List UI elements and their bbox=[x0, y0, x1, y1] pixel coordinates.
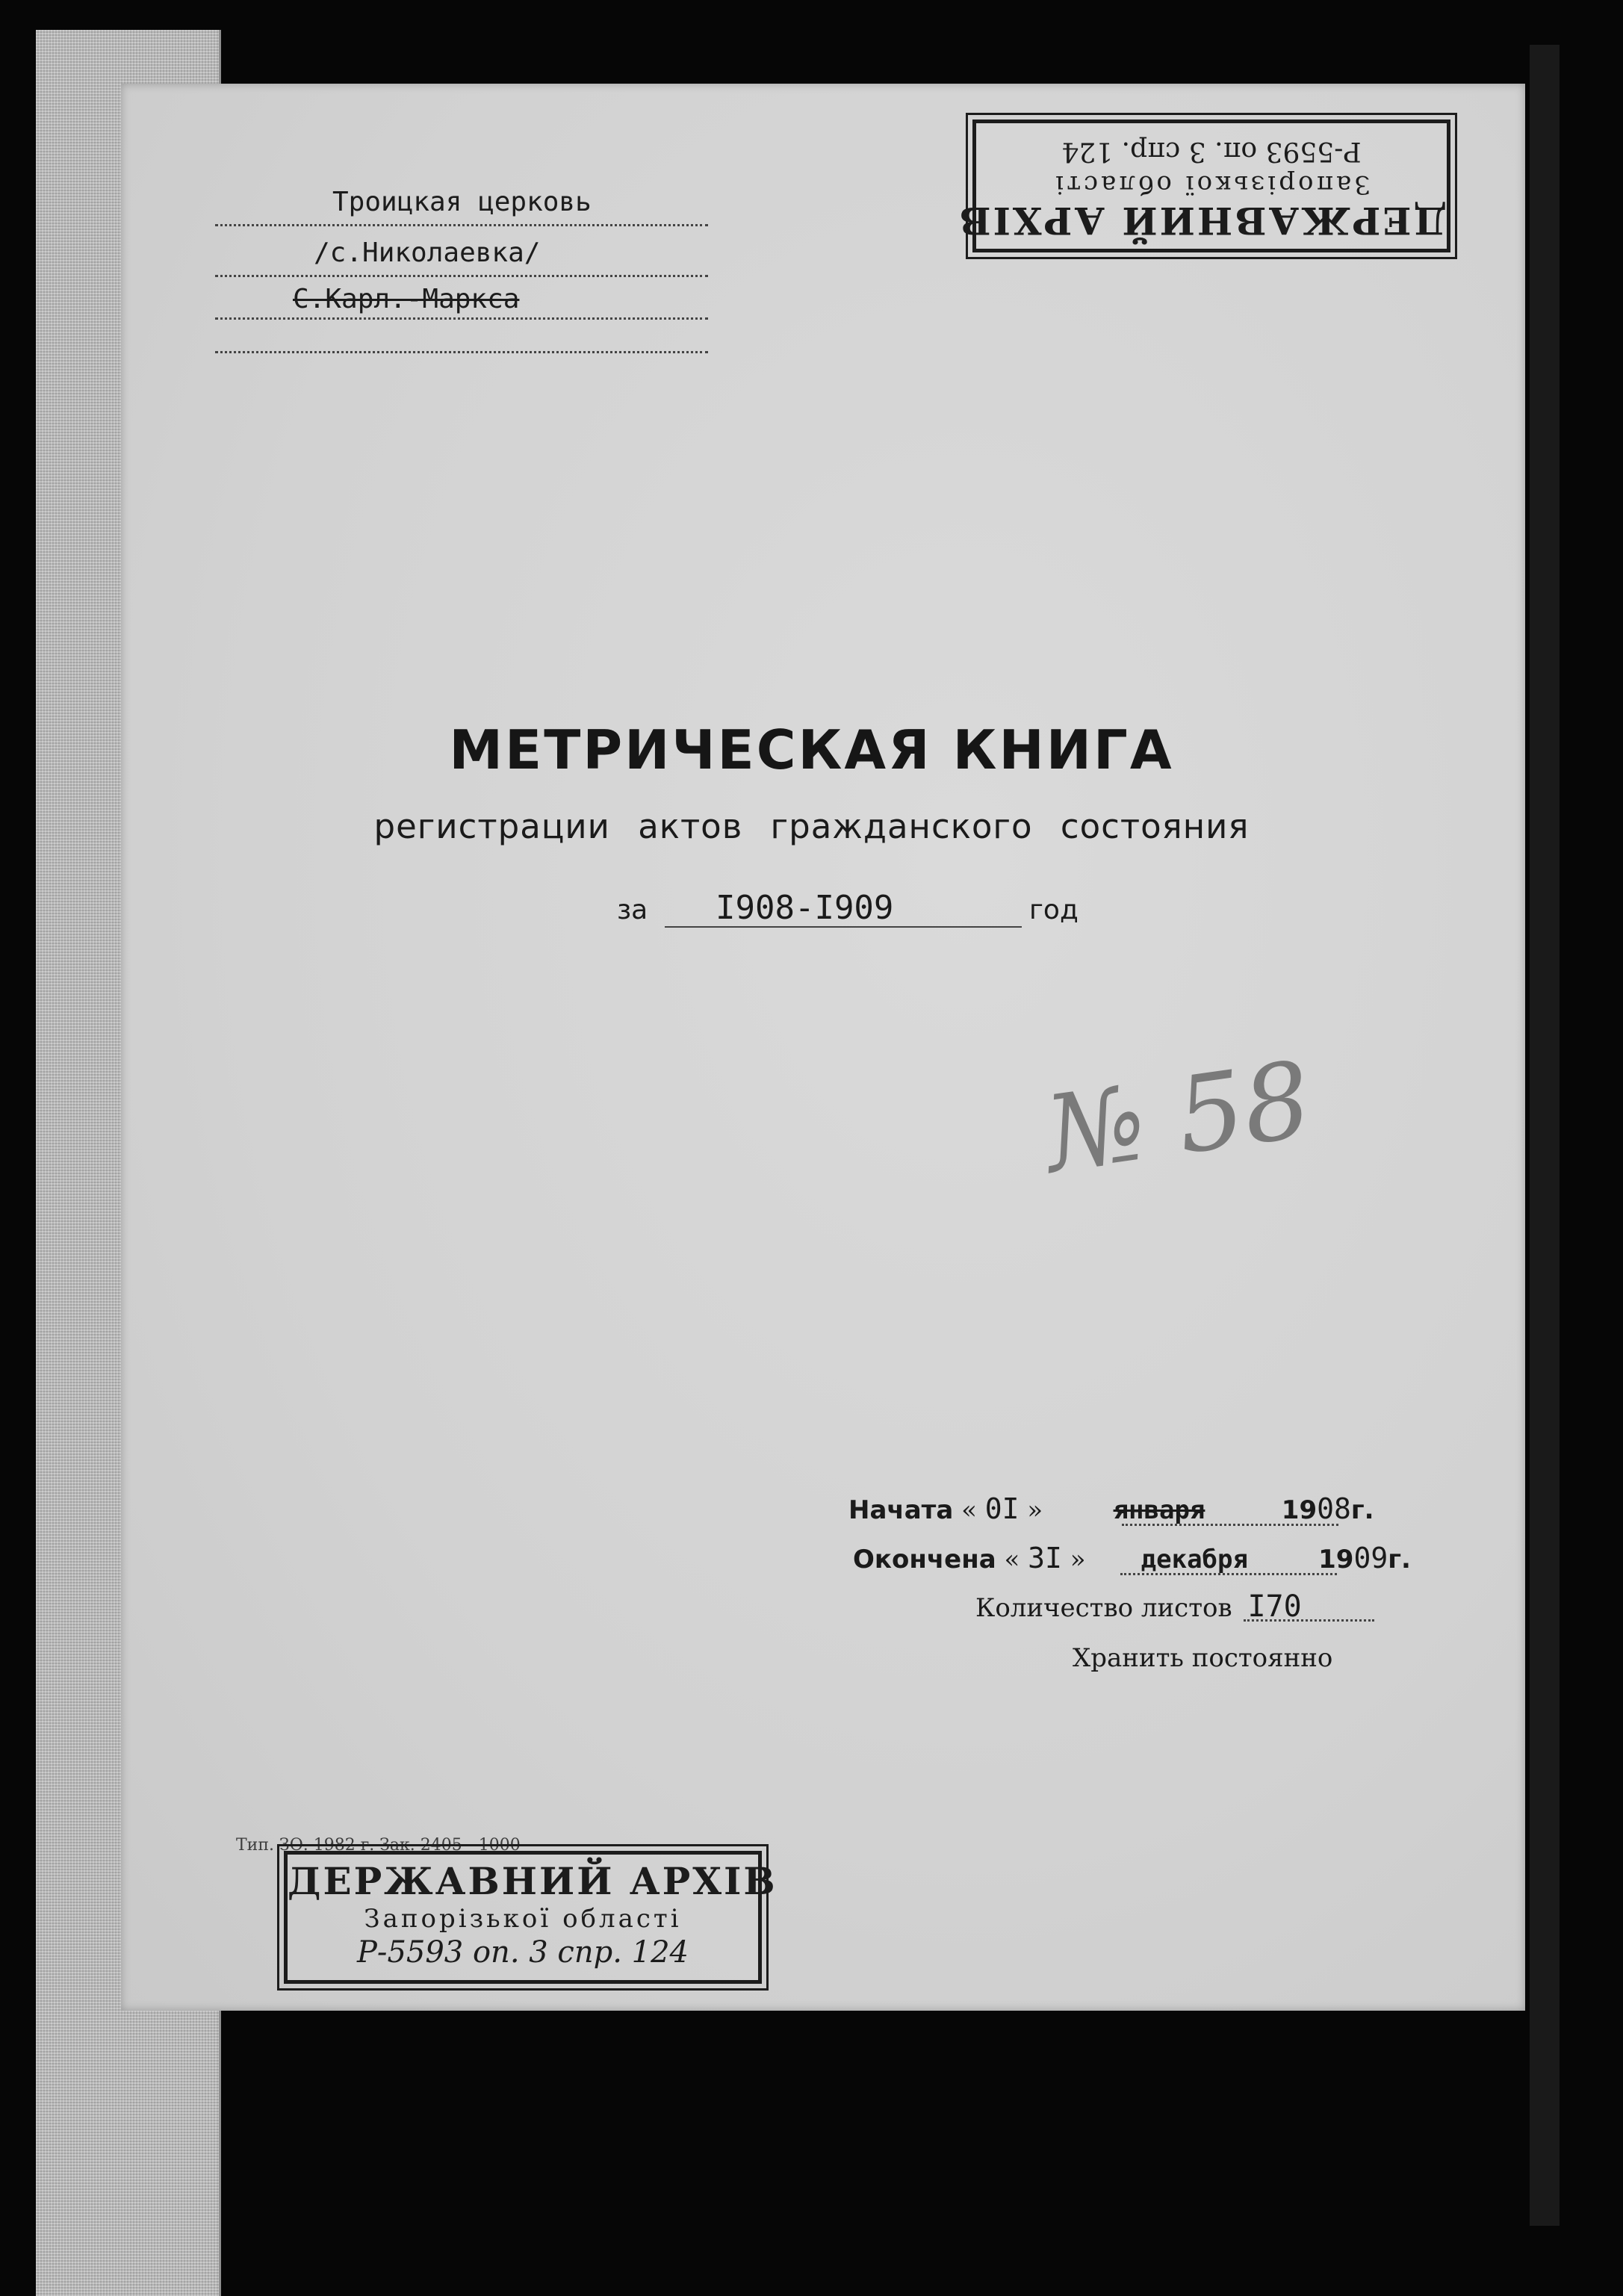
archive-stamp-top bbox=[957, 120, 1450, 252]
sheets-rule bbox=[1244, 1619, 1374, 1622]
year-suffix: год bbox=[1029, 895, 1079, 925]
stamp-top-refs bbox=[976, 136, 1447, 167]
stamp-top-sprava: 124 bbox=[1061, 136, 1114, 167]
retention-note: Хранить постоянно bbox=[1073, 1643, 1333, 1673]
stamp-bottom-fund: Р-5593 bbox=[357, 1935, 464, 1970]
document-title: МЕТРИЧЕСКАЯ КНИГА bbox=[449, 719, 1174, 781]
started-row bbox=[848, 1492, 1374, 1525]
stamp-bottom-opys-label: оп. bbox=[472, 1935, 520, 1970]
ended-year-unit: г. bbox=[1388, 1545, 1411, 1574]
started-open-quote: « bbox=[961, 1495, 977, 1525]
ended-label: Окончена bbox=[853, 1545, 996, 1574]
document-subtitle: регистрации актов гражданского состояния bbox=[373, 807, 1250, 846]
stamp-top-opys: 3 bbox=[1188, 136, 1206, 167]
stamp-bottom-region: Запорізької області bbox=[364, 1904, 682, 1934]
archive-stamp-bottom bbox=[284, 1851, 778, 1984]
village-name: /с.Николаевка/ bbox=[314, 238, 541, 268]
started-year-printed: 19 bbox=[1281, 1495, 1318, 1525]
header-rule-1 bbox=[215, 224, 708, 226]
stamp-top-opys-label: оп. bbox=[1214, 136, 1258, 167]
handwritten-number: № 58 bbox=[1038, 1039, 1318, 1197]
ended-month-rule bbox=[1120, 1573, 1337, 1575]
started-month: января bbox=[1113, 1495, 1205, 1525]
ended-close-quote: » bbox=[1070, 1545, 1086, 1574]
stamp-top-sprava-label: спр. bbox=[1121, 136, 1181, 167]
cover-board-edge bbox=[1530, 45, 1560, 2226]
started-day: 0I bbox=[984, 1492, 1020, 1525]
started-label: Начата bbox=[848, 1495, 954, 1525]
ended-row bbox=[853, 1542, 1411, 1574]
stamp-bottom-opys: 3 bbox=[529, 1935, 548, 1970]
ended-open-quote: « bbox=[1004, 1545, 1020, 1574]
stamp-top-fund: Р-5593 bbox=[1265, 136, 1362, 167]
sheets-value: I70 bbox=[1247, 1589, 1302, 1624]
stamp-bottom-sprava-label: спр. bbox=[557, 1935, 622, 1970]
sheets-label: Количество листов bbox=[975, 1593, 1232, 1623]
header-rule-3 bbox=[215, 317, 708, 320]
stamp-bottom-title: ДЕРЖАВНИЙ АРХІВ bbox=[288, 1859, 778, 1903]
cover-page bbox=[121, 84, 1525, 2011]
header-rule-4 bbox=[215, 351, 708, 353]
ended-year-printed: 19 bbox=[1318, 1545, 1354, 1574]
stamp-bottom-sprava: 124 bbox=[631, 1935, 689, 1970]
stamp-top-region: Запорізької області bbox=[1052, 170, 1371, 199]
ended-month: декабря bbox=[1141, 1545, 1248, 1574]
started-close-quote: » bbox=[1027, 1495, 1043, 1525]
started-month-rule bbox=[1122, 1524, 1338, 1526]
started-year-written: 08 bbox=[1317, 1492, 1351, 1525]
year-value: I908-I909 bbox=[716, 889, 894, 927]
stamp-bottom-refs bbox=[288, 1935, 758, 1970]
settlement-name: С.Карл.-Маркса bbox=[293, 284, 520, 314]
header-rule-2 bbox=[215, 275, 708, 277]
printing-note: Тип. ЗО. 1982 г. Зак. 2405—1000 bbox=[236, 1836, 521, 1855]
year-prefix: за bbox=[617, 895, 648, 925]
ended-day: 3I bbox=[1028, 1542, 1062, 1574]
started-year-unit: г. bbox=[1350, 1495, 1374, 1525]
stamp-top-title: ДЕРЖАВНИЙ АРХІВ bbox=[957, 199, 1447, 243]
church-name: Троицкая церковь bbox=[332, 187, 592, 217]
ended-year-written: 09 bbox=[1353, 1542, 1388, 1574]
